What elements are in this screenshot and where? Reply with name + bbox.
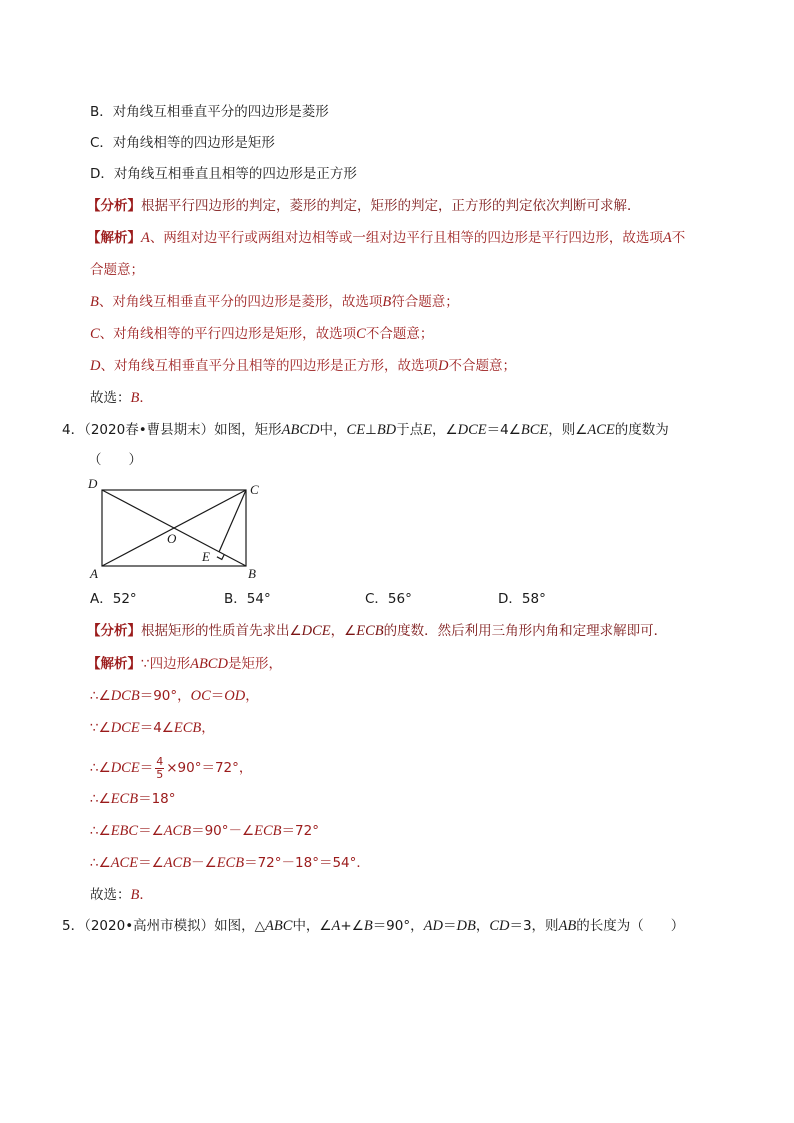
solution-text: 是矩形，	[227, 656, 282, 672]
math-var: ECB	[254, 823, 282, 839]
math-var: ECB	[173, 720, 202, 736]
math-var: ACB	[163, 855, 192, 871]
math-var: C	[356, 326, 366, 342]
q3-solution-a-cont: 合题意；	[90, 262, 144, 278]
math-var: ACE	[587, 422, 615, 438]
q4-solution-1	[87, 654, 282, 674]
solution-tag: 【解析】	[87, 656, 141, 672]
q4-option-a[interactable]: A．52°	[90, 591, 137, 607]
solution-text: 、对角线互相垂直平分的四边形是菱形，故选项	[98, 294, 383, 310]
q4-answer-blank: （ ）	[88, 452, 142, 468]
q3-solution-c	[90, 324, 433, 344]
math-var: E	[423, 422, 433, 438]
math-var: AD	[423, 918, 443, 934]
math-var: A	[331, 918, 341, 934]
math-var: D	[437, 358, 449, 374]
label-b: B	[248, 566, 256, 581]
solution-text: 不合题意；	[365, 326, 434, 342]
math-var: DB	[456, 918, 476, 934]
math-var: OD	[224, 688, 246, 704]
math-var: C	[90, 326, 100, 342]
stem-text: ⊥	[365, 422, 377, 438]
question-number: 5．	[62, 918, 85, 934]
solution-tag: 【解析】	[87, 230, 141, 246]
q4-solution-2: ∴∠DCB＝90°，OC＝OD，	[90, 688, 259, 704]
analysis-text: 的度数．然后利用三角形内角和定理求解即可．	[383, 623, 668, 639]
q4-option-c[interactable]: C．56°	[365, 591, 412, 607]
math-var: BD	[376, 422, 397, 438]
analysis-text: 根据平行四边形的判定，菱形的判定，矩形的判定，正方形的判定依次判断可求解．	[141, 198, 641, 214]
solution-text: 、对角线互相垂直平分且相等的四边形是正方形，故选项	[100, 358, 438, 374]
math-var: DCB	[110, 688, 140, 704]
q3-analysis	[87, 196, 641, 216]
q4-option-b[interactable]: B．54°	[224, 591, 271, 607]
right-angle-mark	[217, 555, 224, 560]
answer-value: B	[130, 390, 140, 406]
math-var: ECB	[356, 623, 384, 639]
stem-text: ＝4∠	[486, 422, 521, 438]
label-a: A	[90, 566, 98, 581]
q4-solution-4: ∴∠DCE＝ $\frac{4}{5}$ ×90°＝72°，	[90, 754, 253, 781]
answer-label: 故选：	[90, 390, 131, 406]
stem-text: 的度数为	[614, 422, 669, 438]
math-var: ACE	[110, 855, 139, 871]
q4-solution-3: ∵∠DCE＝4∠ECB，	[90, 720, 215, 736]
solution-text: ∵四边形	[141, 656, 191, 672]
q3-solution-d	[90, 356, 516, 376]
math-var: B	[382, 294, 392, 310]
answer-end: ．	[139, 390, 153, 406]
math-var: ABCD	[281, 422, 320, 438]
q4-option-d[interactable]: D．58°	[498, 591, 546, 607]
fraction	[155, 756, 164, 781]
fraction-denominator: 5	[156, 767, 164, 781]
question-number: 4．	[62, 422, 85, 438]
fraction-numerator: 4	[156, 754, 164, 768]
q4-solution-6: ∴∠EBC＝∠ACB＝90°－∠ECB＝72°	[90, 823, 319, 839]
answer-value: B	[130, 887, 140, 903]
solution-text: 符合题意；	[391, 294, 459, 310]
q3-option-c: C．对角线相等的四边形是矩形	[90, 135, 275, 151]
stem-text: （2020春•曹县期末）如图，矩形	[84, 422, 282, 438]
q4-answer	[90, 885, 153, 905]
analysis-text: ，∠	[330, 623, 357, 639]
solution-text: 、两组对边平行或两组对边相等或一组对边平行且相等的四边形是平行四边形，故选项	[149, 230, 663, 246]
analysis-tag: 【分析】	[87, 198, 141, 214]
answer-end: ．	[139, 887, 153, 903]
stem-text: 中，	[319, 422, 347, 438]
label-c: C	[250, 482, 259, 497]
math-var: A	[141, 230, 150, 246]
math-var: A	[662, 230, 672, 246]
analysis-tag: 【分析】	[87, 623, 141, 639]
math-var: ECB	[110, 791, 139, 807]
math-var: D	[90, 358, 101, 374]
q4-solution-5: ∴∠ECB＝18°	[90, 791, 176, 807]
math-var: DCE	[110, 760, 140, 776]
solution-text: 不	[671, 230, 686, 246]
math-var: ABC	[265, 918, 293, 934]
segment-ce	[219, 490, 246, 552]
stem-text: ，则∠	[548, 422, 588, 438]
q4-solution-7: ∴∠ACE＝∠ACB－∠ECB＝72°－18°＝54°．	[90, 855, 370, 871]
label-e: E	[202, 549, 210, 564]
answer-label: 故选：	[90, 887, 131, 903]
solution-text: 不合题意；	[448, 358, 516, 374]
q3-option-d: D．对角线互相垂直且相等的四边形是正方形	[90, 166, 357, 182]
q3-answer	[90, 388, 153, 408]
q3-option-b: B．对角线互相垂直平分的四边形是菱形	[90, 104, 329, 120]
label-o: O	[167, 531, 177, 546]
stem-text: 于点	[396, 422, 424, 438]
q3-solution-a	[87, 228, 685, 248]
math-var: ECB	[216, 855, 245, 871]
q3-solution-b	[90, 292, 459, 312]
q4-stem	[62, 420, 669, 440]
math-var: DCE	[110, 720, 140, 736]
math-var: CE	[346, 422, 366, 438]
math-var: ABCD	[190, 656, 228, 672]
math-var: ACB	[163, 823, 192, 839]
math-var: EBC	[110, 823, 139, 839]
math-var: CD	[489, 918, 510, 934]
label-d: D	[88, 476, 98, 491]
math-var: B	[363, 918, 373, 934]
math-var: DCE	[457, 422, 487, 438]
q5-stem: 5．（2020•高州市模拟）如图，△ABC中，∠A+∠B＝90°，AD＝DB，CD＝3，则AB的长度为（ ）	[62, 918, 685, 934]
math-var: AB	[558, 918, 577, 934]
math-var: B	[90, 294, 99, 310]
math-var: OC	[190, 688, 211, 704]
stem-text: ，∠	[432, 422, 458, 438]
rectangle-figure	[86, 474, 276, 586]
math-var: DCE	[301, 623, 331, 639]
q4-analysis	[87, 621, 667, 641]
math-var: BCE	[520, 422, 549, 438]
solution-text: 、对角线相等的平行四边形是矩形，故选项	[99, 326, 357, 342]
analysis-text: 根据矩形的性质首先求出∠	[141, 623, 302, 639]
